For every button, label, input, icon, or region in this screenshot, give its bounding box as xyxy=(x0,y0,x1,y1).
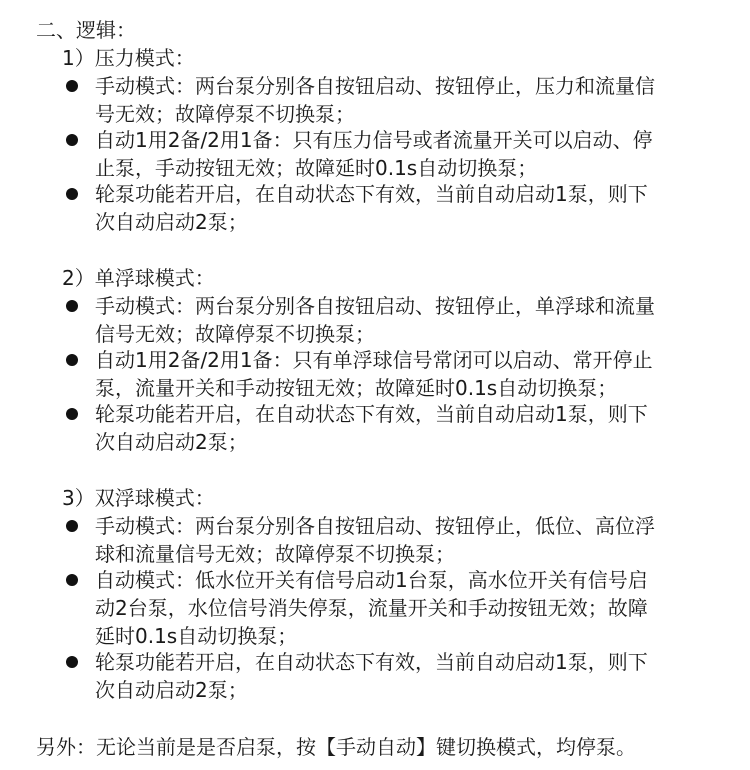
list-item-line: 自动1用2备/2用1备：只有单浮球信号常闭可以启动、常开停止 xyxy=(95,348,653,372)
list-item-line: 轮泵功能若开启，在自动状态下有效，当前自动启动1泵，则下 xyxy=(95,650,648,674)
bullet-icon xyxy=(66,188,78,200)
bullet-icon xyxy=(66,574,78,586)
list-item-line: 信号无效；故障停泵不切换泵； xyxy=(95,322,375,346)
section-heading-single-float: 2）单浮球模式： xyxy=(62,266,215,290)
list-item-line: 止泵，手动按钮无效；故障延时0.1s自动切换泵； xyxy=(95,156,538,180)
list-item-line: 号无效；故障停泵不切换泵； xyxy=(95,102,355,126)
list-item-line: 手动模式：两台泵分别各自按钮启动、按钮停止，单浮球和流量 xyxy=(95,294,655,318)
list-item-line: 延时0.1s自动切换泵； xyxy=(95,624,298,648)
list-item-line: 泵，流量开关和手动按钮无效；故障延时0.1s自动切换泵； xyxy=(95,376,618,400)
list-item-line: 手动模式：两台泵分别各自按钮启动、按钮停止，压力和流量信 xyxy=(95,74,655,98)
bullet-icon xyxy=(66,300,78,312)
list-item-line: 手动模式：两台泵分别各自按钮启动、按钮停止，低位、高位浮 xyxy=(95,514,655,538)
document-title: 二、逻辑： xyxy=(36,18,136,42)
list-item-line: 自动1用2备/2用1备：只有压力信号或者流量开关可以启动、停 xyxy=(95,128,653,152)
list-item-line: 自动模式：低水位开关有信号启动1台泵，高水位开关有信号启 xyxy=(95,568,648,592)
bullet-icon xyxy=(66,520,78,532)
list-item-line: 次自动启动2泵； xyxy=(95,430,248,454)
list-item-line: 次自动启动2泵； xyxy=(95,210,248,234)
section-heading-double-float: 3）双浮球模式： xyxy=(62,486,215,510)
footer-note: 另外：无论当前是是否启泵，按【手动自动】键切换模式，均停泵。 xyxy=(36,735,636,759)
list-item-line: 轮泵功能若开启，在自动状态下有效，当前自动启动1泵，则下 xyxy=(95,182,648,206)
bullet-icon xyxy=(66,656,78,668)
bullet-icon xyxy=(66,80,78,92)
bullet-icon xyxy=(66,134,78,146)
list-item-line: 球和流量信号无效；故障停泵不切换泵； xyxy=(95,542,455,566)
bullet-icon xyxy=(66,408,78,420)
list-item-line: 次自动启动2泵； xyxy=(95,678,248,702)
section-heading-pressure: 1）压力模式： xyxy=(62,46,195,70)
list-item-line: 动2台泵，水位信号消失停泵，流量开关和手动按钮无效；故障 xyxy=(95,596,648,620)
bullet-icon xyxy=(66,354,78,366)
list-item-line: 轮泵功能若开启，在自动状态下有效，当前自动启动1泵，则下 xyxy=(95,402,648,426)
